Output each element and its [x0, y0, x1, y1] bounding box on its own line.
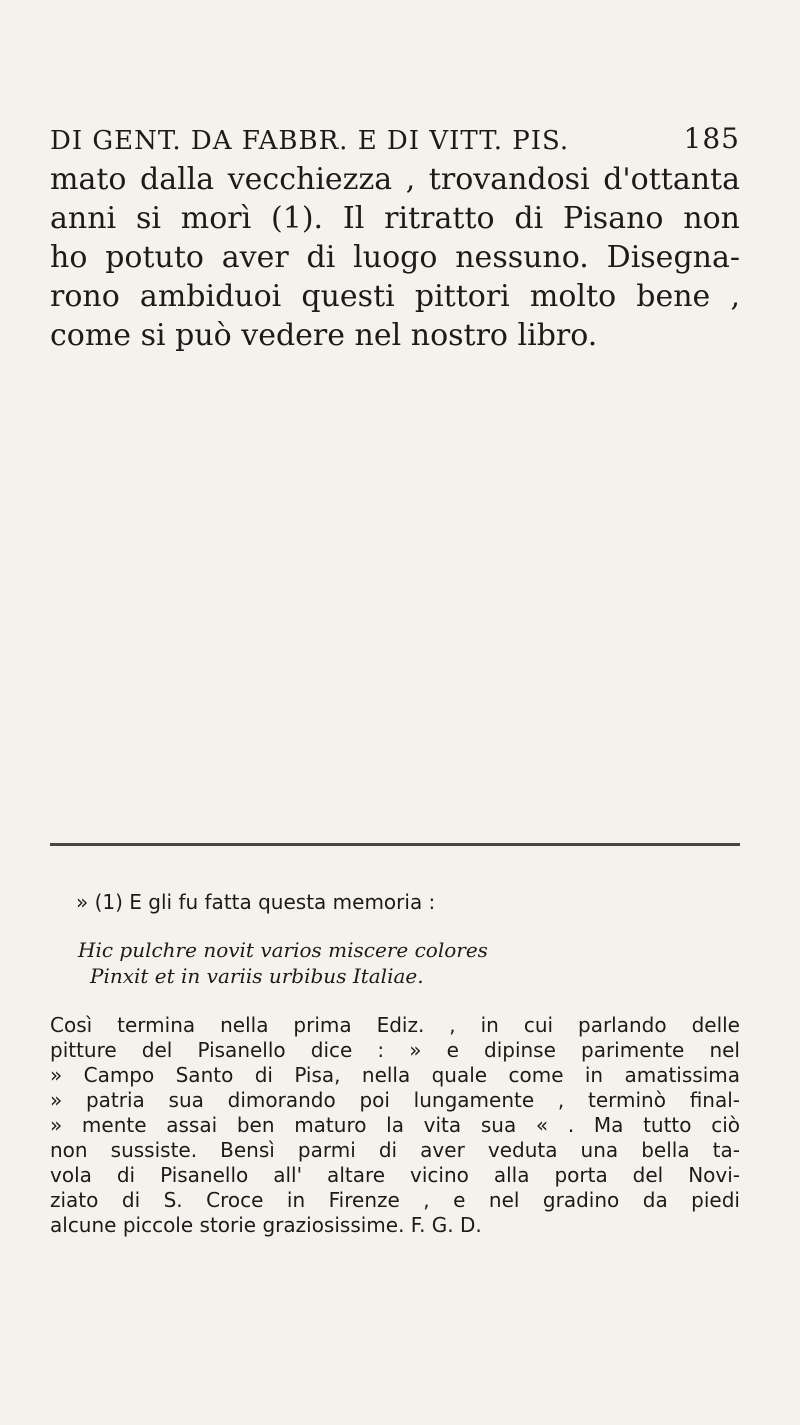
text-line: rono ambiduoi questi pittori molto bene , — [50, 279, 740, 314]
verse-line: Hic pulchre novit varios miscere colores — [78, 938, 488, 962]
text-line: come si può vedere nel nostro libro. — [50, 318, 598, 353]
footnote-body — [50, 1013, 740, 1238]
page-number: 185 — [683, 122, 740, 155]
footnote-line: non sussiste. Bensì parmi di aver veduta una bella ta- — [50, 1138, 740, 1162]
footnote-line: » mente assai ben maturo la vita sua « . Ma tutto ciò — [50, 1113, 740, 1137]
verse-line: Pinxit et in variis urbibus Italiae. — [90, 964, 424, 988]
footnote-line: vola di Pisanello all' altare vicino alla porta del Novi- — [50, 1163, 740, 1187]
footnote-line: Così termina nella prima Ediz. , in cui parlando delle — [50, 1013, 740, 1037]
footnote-divider — [50, 843, 740, 846]
text-line: anni si morì (1). Il ritratto di Pisano non — [50, 201, 740, 236]
text-line: ho potuto aver di luogo nessuno. Disegna- — [50, 240, 740, 275]
text-line: mato dalla vecchiezza , trovandosi d'ottanta — [50, 162, 740, 197]
footnote-line: » Campo Santo di Pisa, nella quale come in amatissima — [50, 1063, 740, 1087]
footnote-line: pitture del Pisanello dice : » e dipinse parimente nel — [50, 1038, 740, 1062]
footnote — [50, 890, 740, 1238]
main-text — [50, 160, 740, 355]
footnote-intro: » (1) E gli fu fatta questa memoria : — [76, 890, 436, 914]
footnote-line: » patria sua dimorando poi lungamente , terminò final- — [50, 1088, 740, 1112]
running-header — [50, 122, 740, 156]
running-title: DI GENT. DA FABBR. E DI VITT. PIS. — [50, 126, 570, 156]
footnote-line: alcune piccole storie graziosissime. F. G. D. — [50, 1213, 482, 1237]
footnote-line: ziato di S. Croce in Firenze , e nel gradino da piedi — [50, 1188, 740, 1212]
